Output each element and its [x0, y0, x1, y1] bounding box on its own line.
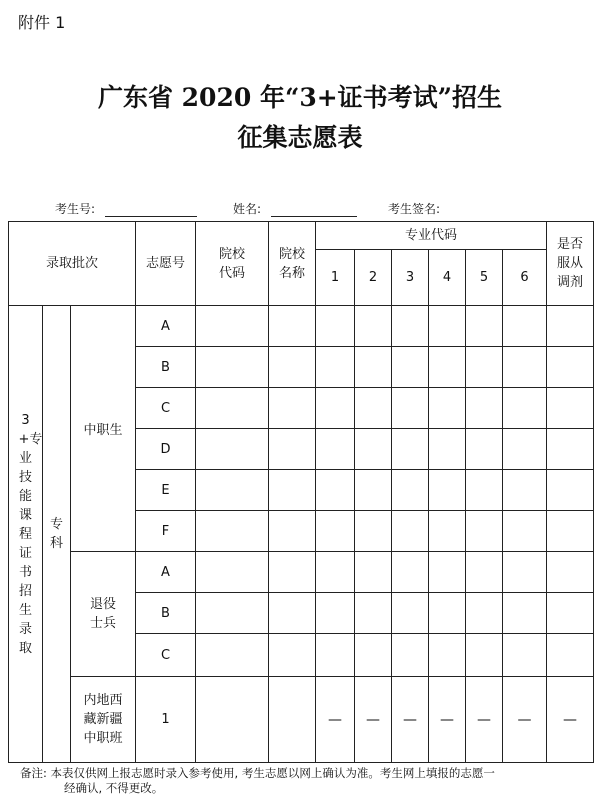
choice-label: B: [136, 593, 196, 634]
footnote: [20, 766, 592, 796]
input-cell[interactable]: [355, 511, 392, 552]
input-cell[interactable]: [316, 306, 355, 347]
input-cell[interactable]: [466, 347, 503, 388]
choice-label: A: [136, 306, 196, 347]
dash-cell: —: [503, 677, 547, 763]
input-cell[interactable]: [466, 552, 503, 593]
dash-cell: —: [466, 677, 503, 763]
input-cell[interactable]: [429, 593, 466, 634]
exam-no-label: 考生号:: [55, 202, 96, 216]
input-cell[interactable]: [355, 634, 392, 677]
input-cell[interactable]: [547, 347, 594, 388]
application-form-table: [8, 221, 594, 763]
major-col-2: 2: [355, 250, 392, 306]
major-col-1: 1: [316, 250, 355, 306]
input-cell[interactable]: [196, 388, 269, 429]
input-cell[interactable]: [196, 306, 269, 347]
level-cell: 专科: [43, 306, 71, 763]
input-cell[interactable]: [503, 511, 547, 552]
batch-name-cell: 3+专业技能课程证书招生录取: [9, 306, 43, 763]
input-cell[interactable]: [503, 593, 547, 634]
input-cell[interactable]: [503, 429, 547, 470]
dash-cell: —: [429, 677, 466, 763]
major-col-4: 4: [429, 250, 466, 306]
input-cell[interactable]: [269, 470, 316, 511]
input-cell[interactable]: [392, 306, 429, 347]
header-batch: 录取批次: [9, 222, 136, 306]
input-cell[interactable]: [466, 593, 503, 634]
input-cell[interactable]: [547, 552, 594, 593]
table-row: [9, 552, 594, 593]
choice-label: C: [136, 388, 196, 429]
input-cell[interactable]: [466, 511, 503, 552]
footnote-line2: 经确认, 不得更改。: [64, 781, 164, 795]
choice-label: F: [136, 511, 196, 552]
choice-label: 1: [136, 677, 196, 763]
input-cell[interactable]: [547, 429, 594, 470]
header-obey-adjust: 是否服从调剂: [547, 222, 594, 306]
choice-label: B: [136, 347, 196, 388]
input-cell[interactable]: [547, 593, 594, 634]
input-cell[interactable]: [466, 306, 503, 347]
input-cell[interactable]: [429, 634, 466, 677]
input-cell[interactable]: [392, 593, 429, 634]
input-cell[interactable]: [547, 306, 594, 347]
header-choice-no: 志愿号: [136, 222, 196, 306]
input-cell[interactable]: [196, 511, 269, 552]
input-cell[interactable]: [316, 470, 355, 511]
input-cell[interactable]: [503, 388, 547, 429]
dash-cell: —: [392, 677, 429, 763]
input-cell[interactable]: [466, 388, 503, 429]
input-cell[interactable]: [196, 552, 269, 593]
input-cell[interactable]: [269, 388, 316, 429]
input-cell[interactable]: [503, 306, 547, 347]
input-cell[interactable]: [355, 306, 392, 347]
input-cell[interactable]: [316, 511, 355, 552]
input-cell[interactable]: [196, 347, 269, 388]
input-cell[interactable]: [196, 634, 269, 677]
input-cell[interactable]: [429, 511, 466, 552]
name-field[interactable]: [271, 204, 357, 217]
header-school-name: 院校名称: [269, 222, 316, 306]
input-cell[interactable]: [316, 429, 355, 470]
header-school-code: 院校代码: [196, 222, 269, 306]
major-col-6: 6: [503, 250, 547, 306]
input-cell[interactable]: [429, 429, 466, 470]
input-cell[interactable]: [429, 552, 466, 593]
input-cell[interactable]: [196, 429, 269, 470]
footnote-line1: 备注: 本表仅供网上报志愿时录入参考使用, 考生志愿以网上确认为准。考生网上填报的志愿一: [20, 766, 495, 780]
name-label: 姓名:: [233, 202, 262, 216]
input-cell[interactable]: [392, 470, 429, 511]
input-cell[interactable]: [269, 429, 316, 470]
form-title-line2: 征集志愿表: [237, 123, 363, 152]
input-cell[interactable]: [392, 388, 429, 429]
input-cell[interactable]: [269, 677, 316, 763]
input-cell[interactable]: [392, 634, 429, 677]
input-cell[interactable]: [316, 593, 355, 634]
dash-cell: —: [316, 677, 355, 763]
input-cell[interactable]: [429, 388, 466, 429]
input-cell[interactable]: [466, 634, 503, 677]
table-row: [9, 306, 594, 347]
choice-label: E: [136, 470, 196, 511]
input-cell[interactable]: [355, 470, 392, 511]
input-cell[interactable]: [547, 511, 594, 552]
group-name-cell: 内地西藏新疆中职班: [71, 677, 136, 763]
choice-label: D: [136, 429, 196, 470]
input-cell[interactable]: [355, 552, 392, 593]
input-cell[interactable]: [196, 677, 269, 763]
dash-cell: —: [355, 677, 392, 763]
input-cell[interactable]: [503, 634, 547, 677]
input-cell[interactable]: [269, 552, 316, 593]
input-cell[interactable]: [196, 470, 269, 511]
exam-no-field[interactable]: [105, 204, 197, 217]
input-cell[interactable]: [269, 347, 316, 388]
major-col-5: 5: [466, 250, 503, 306]
input-cell[interactable]: [355, 347, 392, 388]
input-cell[interactable]: [547, 470, 594, 511]
input-cell[interactable]: [392, 429, 429, 470]
choice-label: A: [136, 552, 196, 593]
input-cell[interactable]: [269, 306, 316, 347]
input-cell[interactable]: [503, 552, 547, 593]
input-cell[interactable]: [269, 593, 316, 634]
input-cell[interactable]: [316, 388, 355, 429]
input-cell[interactable]: [355, 593, 392, 634]
input-cell[interactable]: [392, 552, 429, 593]
input-cell[interactable]: [429, 470, 466, 511]
input-cell[interactable]: [466, 429, 503, 470]
input-cell[interactable]: [196, 593, 269, 634]
table-row: [9, 677, 594, 763]
dash-cell: —: [547, 677, 594, 763]
group-name-cell: 中职生: [71, 306, 136, 552]
group-name-cell: 退役士兵: [71, 552, 136, 677]
form-title-line1: 广东省 2020 年“3+证书考试”招生: [97, 83, 503, 112]
header-major-code: 专业代码: [316, 222, 547, 250]
input-cell[interactable]: [269, 511, 316, 552]
input-cell[interactable]: [316, 634, 355, 677]
signature-label: 考生签名:: [388, 202, 441, 216]
major-col-3: 3: [392, 250, 429, 306]
input-cell[interactable]: [503, 470, 547, 511]
input-cell[interactable]: [316, 347, 355, 388]
input-cell[interactable]: [466, 470, 503, 511]
choice-label: C: [136, 634, 196, 677]
input-cell[interactable]: [547, 388, 594, 429]
input-cell[interactable]: [316, 552, 355, 593]
input-cell[interactable]: [429, 306, 466, 347]
attachment-label: 附件 1: [18, 13, 66, 32]
input-cell[interactable]: [392, 347, 429, 388]
input-cell[interactable]: [355, 388, 392, 429]
input-cell[interactable]: [355, 429, 392, 470]
input-cell[interactable]: [392, 511, 429, 552]
input-cell[interactable]: [429, 347, 466, 388]
input-cell[interactable]: [547, 634, 594, 677]
input-cell[interactable]: [269, 634, 316, 677]
input-cell[interactable]: [503, 347, 547, 388]
